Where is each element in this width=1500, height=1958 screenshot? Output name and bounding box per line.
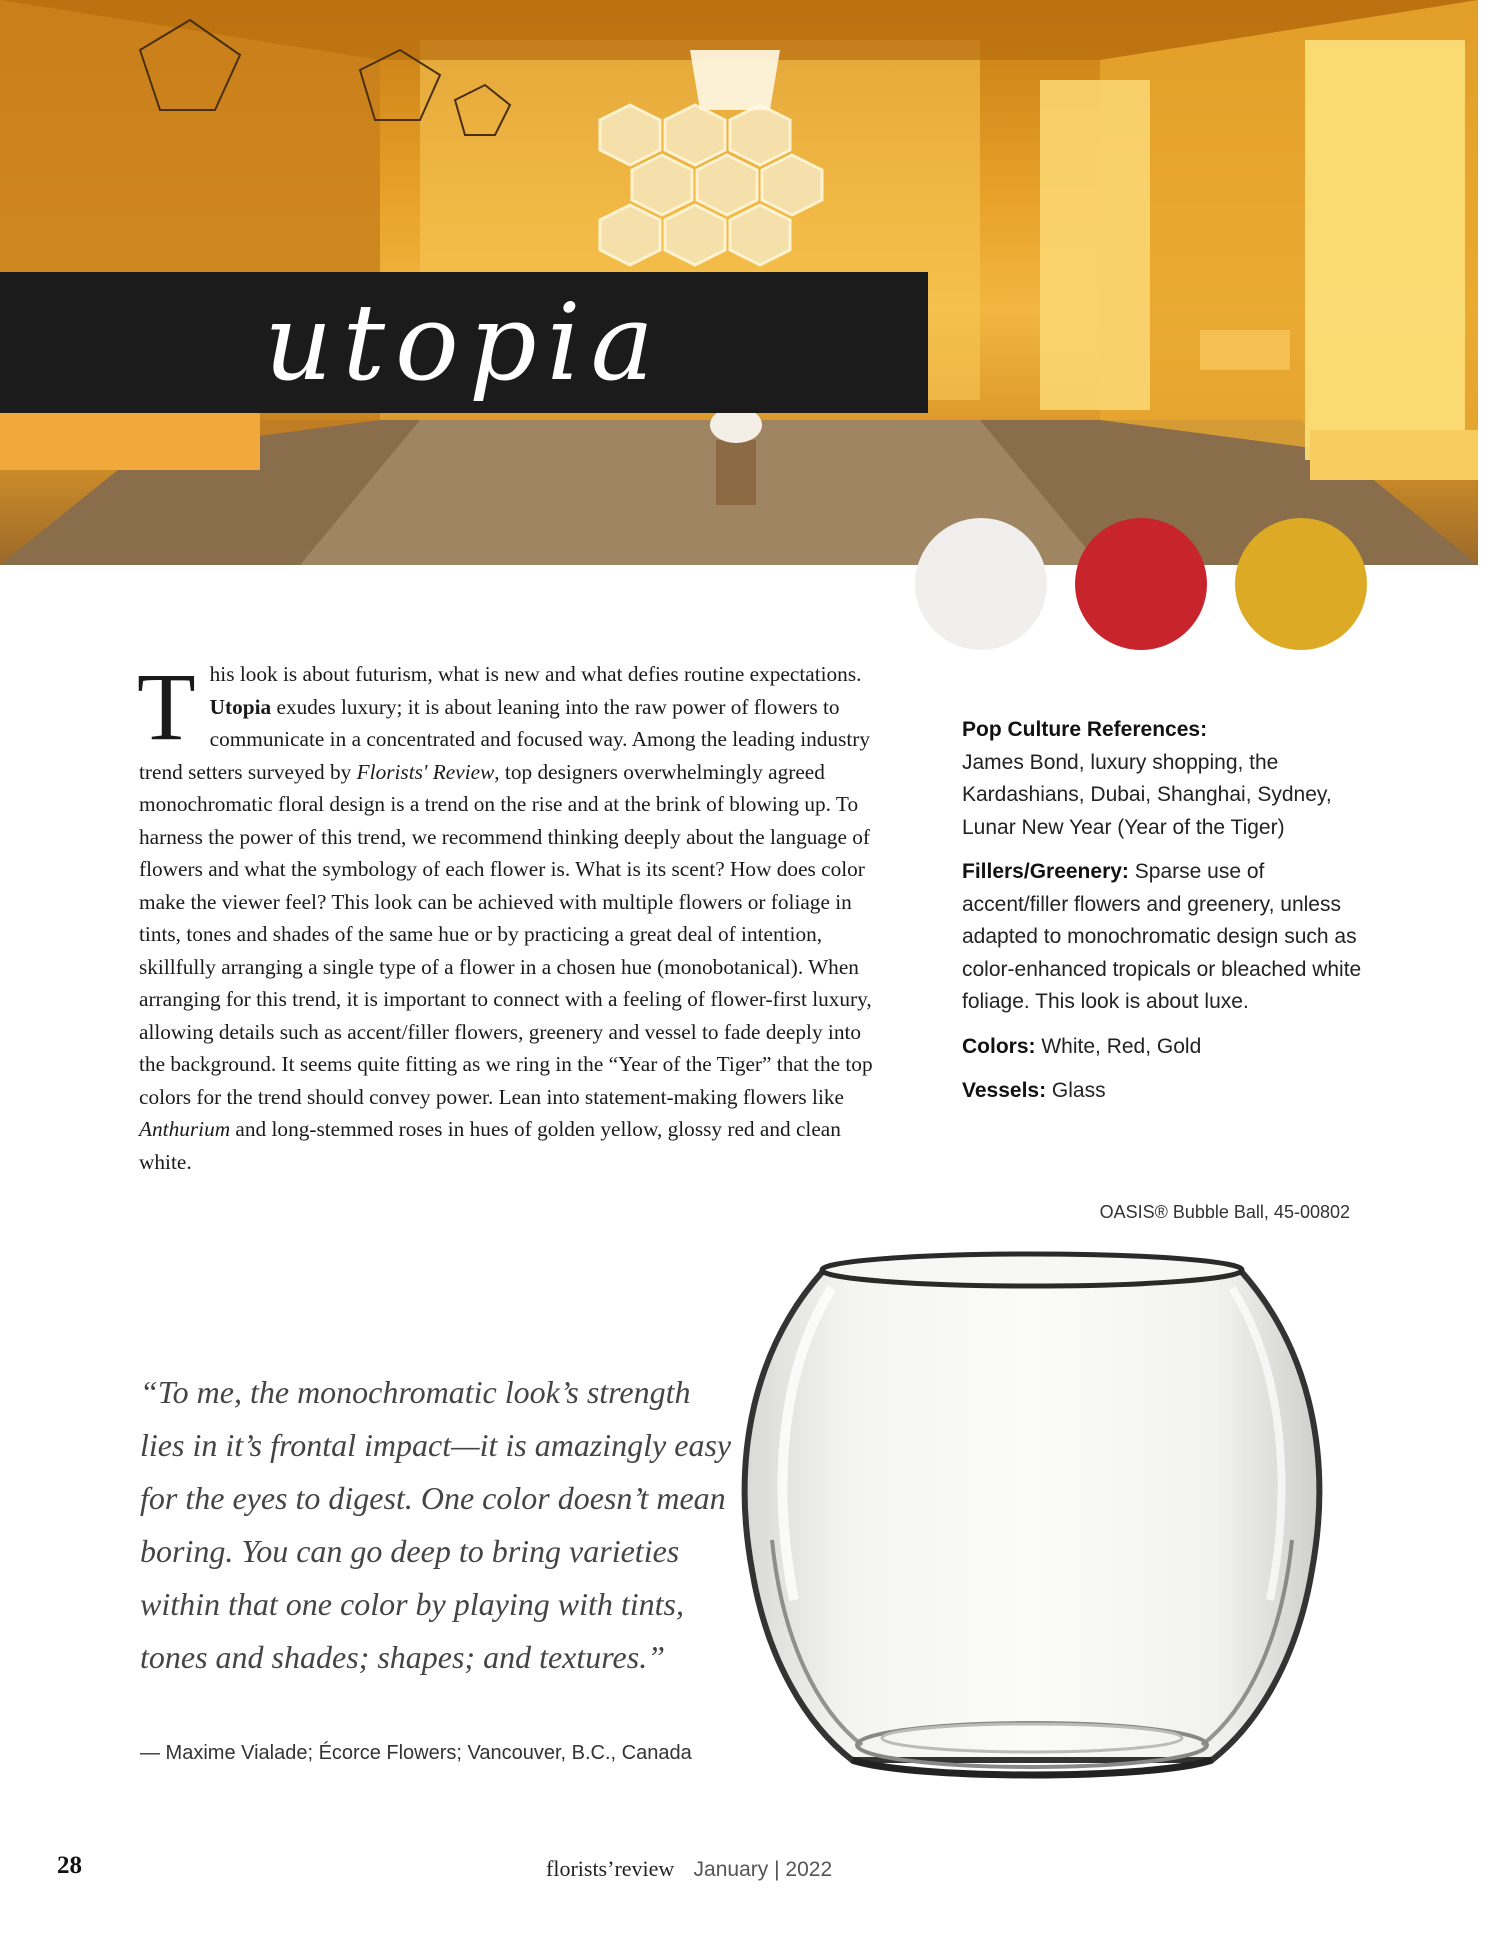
- article-text: and long-stemmed roses in hues of golden yellow, glossy red and clean white.: [139, 1117, 841, 1174]
- swatch-red: [1075, 518, 1207, 650]
- glass-bowl-image: [712, 1240, 1352, 1810]
- sidebar-label: Colors:: [962, 1034, 1036, 1058]
- sidebar-item-colors: [962, 1031, 1362, 1064]
- pull-quote: “To me, the monochromatic look’s strength lies in it’s frontal impact—it is amazingly easy for the eyes to digest. One color doesn’t mean boring. You can go deep to bring varieties within that one color by playing with tints, tones and shades; shapes; and textures.”: [140, 1374, 732, 1675]
- sidebar-label: Fillers/Greenery:: [962, 860, 1129, 883]
- sidebar-label: Pop Culture References:: [962, 718, 1208, 741]
- sidebar-label: Vessels:: [962, 1079, 1047, 1102]
- footer-date: [694, 1858, 833, 1881]
- quote-attribution: — Maxime Vialade; Écorce Flowers; Vancouver, B.C., Canada: [140, 1742, 692, 1764]
- page-title: utopia: [264, 281, 664, 404]
- product-caption: OASIS® Bubble Ball, 45-00802: [1099, 1202, 1350, 1222]
- sidebar-item-fillers: [962, 856, 1362, 1019]
- article-text: , top designers overwhelmingly agreed monochromatic floral design is a trend on the rise and at the brink of blowing up. To harness the power of this trend, we recommend thinking deeply about the language of flowers and what the symbology of each flower is. What is its scent? How does color make the viewer feel? This look can be achieved with multiple flowers or foliage in tints, tones and shades of the same hue or by practicing a great deal of intention, skillfully arranging a single type of a flower in a chosen hue (monobotanical). When arranging for this trend, it is important to connect with a feeling of flower-first luxury, allowing details such as accent/filler flowers, greenery and vessel to fade deeply into the background. It seems quite fitting as we ring in the “Year of the Tiger” that the top colors for the trend should convey power. Lean into statement-making flowers like: [139, 759, 873, 1109]
- article-text: his look is about futurism, what is new and what defies routine expectations.: [209, 662, 862, 686]
- swatch-gold: [1235, 518, 1367, 650]
- page-number: 28: [57, 1852, 82, 1879]
- article-publication-name: Florists' Review: [356, 759, 495, 784]
- article-body: [137, 653, 879, 1178]
- sidebar-value: Sparse use of accent/filler flowers and greenery, unless adapted to monochromatic design such as color-enhanced tropicals or bleached white foliage. This look is about luxe.: [962, 860, 1362, 1013]
- swatch-white: [915, 518, 1047, 650]
- sidebar-item-vessels: [962, 1075, 1362, 1108]
- article-flower-name: Anthurium: [139, 1117, 231, 1141]
- footer-year: 2022: [785, 1858, 833, 1881]
- footer-separator: |: [774, 1858, 780, 1881]
- article-text: exudes luxury; it is about leaning into the raw power of flowers to communicate in a concentrated and focused way. Among the leading industry trend setters surveyed by: [139, 694, 871, 784]
- sidebar-item-pop-culture: [962, 714, 1362, 844]
- sidebar-value: White, Red, Gold: [1041, 1034, 1202, 1058]
- sidebar-value: Glass: [1051, 1079, 1106, 1102]
- trend-details-sidebar: [962, 714, 1362, 1120]
- footer: [546, 1856, 832, 1882]
- article-emphasis-utopia: Utopia: [209, 694, 272, 719]
- article-paragraph: [137, 653, 879, 1178]
- footer-brand: florists’review: [546, 1856, 675, 1881]
- footer-month: January: [693, 1858, 769, 1881]
- sidebar-value: James Bond, luxury shopping, the Kardashians, Dubai, Shanghai, Sydney, Lunar New Year (Year of the Tiger): [962, 750, 1332, 839]
- drop-cap: T: [137, 653, 196, 760]
